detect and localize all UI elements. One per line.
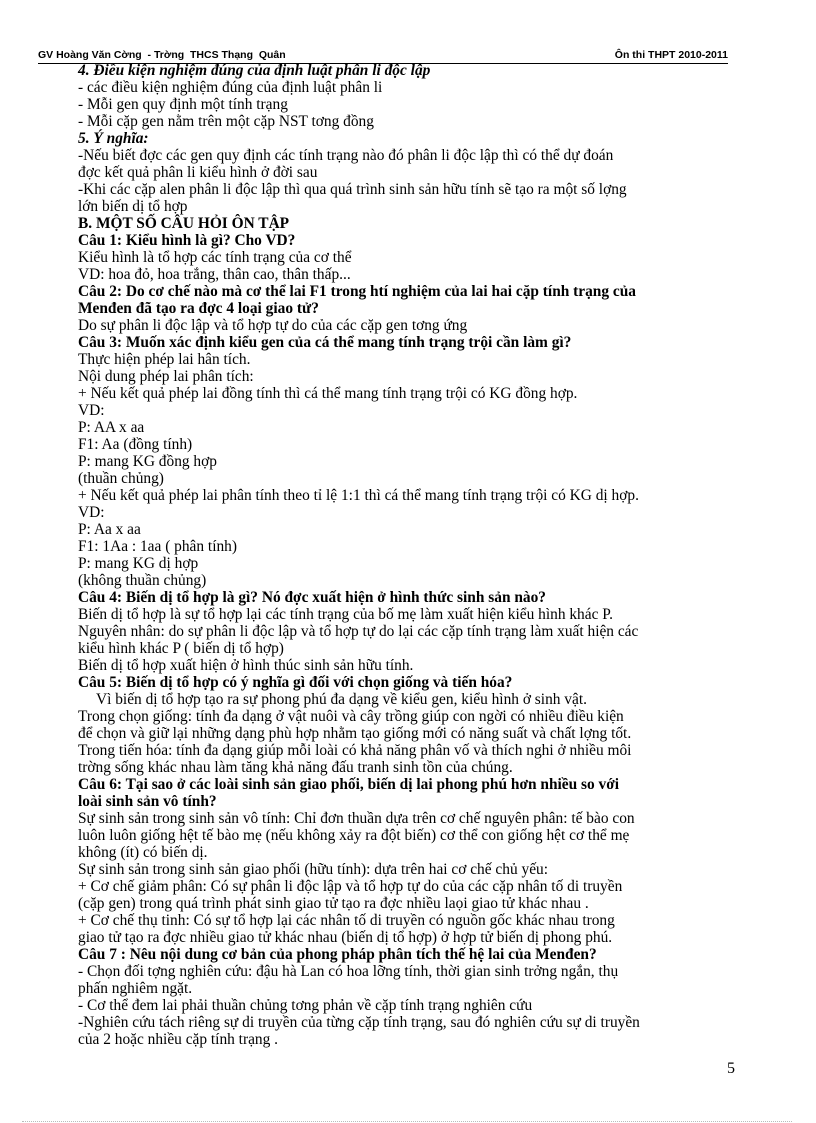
text-line: Sự sinh sản trong sinh sản giao phối (hữu tính): dựa trên hai cơ chế chủ yếu: bbox=[78, 861, 549, 878]
text-line: P: AA x aa bbox=[78, 419, 145, 436]
text-line: - Chọn đối tợng nghiên cứu: đậu hà Lan có hoa lỡng tính, thời gian sinh trởng ngắn, thụ bbox=[78, 963, 619, 980]
text-line: + Cơ chế giảm phân: Có sự phân li độc lập và tổ hợp tự do của các cặp nhân tố di truyền bbox=[78, 878, 623, 895]
text-line: phấn nghiêm ngặt. bbox=[78, 980, 193, 997]
header-author: GV Hoàng Văn Cờng - Trờng THCS Thạng Quân bbox=[38, 49, 286, 61]
text-line: Nội dung phép lai phân tích: bbox=[78, 368, 254, 385]
text-line: đợc kết quả phân li kiểu hình ở đời sau bbox=[78, 164, 318, 181]
heading-line: B. MỘT SỐ CÂU HỎI ÔN TẬP bbox=[78, 215, 290, 232]
heading-line: 5. Ý nghĩa: bbox=[78, 130, 149, 147]
text-line: luôn luôn giống hệt tế bào mẹ (nếu không xảy ra đột biến) cơ thể con giống hệt cơ thể mẹ bbox=[78, 827, 630, 844]
text-line: Trong tiến hóa: tính đa dạng giúp mỗi loài có khả năng phân vố và thích nghi ở nhiều môi bbox=[78, 742, 632, 759]
text-line: - các điều kiện nghiệm đúng của định luật phân li bbox=[78, 79, 383, 96]
text-line: Trong chọn giống: tính đa dạng ở vật nuôi và cây trồng giúp con ngời có nhiều điều kiện bbox=[78, 708, 624, 725]
text-line: - Mỗi cặp gen nằm trên một cặp NST tơng đồng bbox=[78, 113, 374, 130]
text-line: - Cơ thể đem lai phải thuần chủng tơng phản về cặp tính trạng nghiên cứu bbox=[78, 997, 533, 1014]
text-line: F1: Aa (đồng tính) bbox=[78, 436, 193, 453]
text-line: P: mang KG dị hợp bbox=[78, 555, 199, 572]
heading-line: Menđen đã tạo ra đợc 4 loại giao tử? bbox=[78, 300, 319, 317]
text-line: + Nếu kết quả phép lai phân tính theo tỉ lệ 1:1 thì cá thể mang tính trạng trội có KG dị hợp. bbox=[78, 487, 639, 504]
text-line: + Nếu kết quả phép lai đồng tính thì cá thể mang tính trạng trội có KG đồng hợp. bbox=[78, 385, 578, 402]
text-line: F1: 1Aa : 1aa ( phân tính) bbox=[78, 538, 238, 555]
text-line: Vì biến dị tổ hợp tạo ra sự phong phú đa dạng về kiểu gen, kiểu hình ở sinh vật. bbox=[96, 691, 587, 708]
document-body bbox=[78, 62, 778, 1048]
text-line: Biến dị tổ hợp xuất hiện ở hình thúc sinh sản hữu tính. bbox=[78, 657, 414, 674]
heading-line: Câu 7 : Nêu nội dung cơ bản của phong pháp phân tích thế hệ lai của Menđen? bbox=[78, 946, 597, 963]
heading-line: Câu 4: Biến dị tổ hợp là gì? Nó đợc xuất hiện ở hình thức sinh sản nào? bbox=[78, 589, 546, 606]
text-line: Sự sinh sản trong sinh sản vô tính: Chỉ đơn thuần dựa trên cơ chế nguyên phân: tế bào con bbox=[78, 810, 635, 827]
page-bottom-divider bbox=[22, 1121, 792, 1122]
text-line: Do sự phân li độc lập và tổ hợp tự do của các cặp gen tơng ứng bbox=[78, 317, 468, 334]
heading-line: Câu 2: Do cơ chế nào mà cơ thể lai F1 trong htí nghiệm của lai hai cặp tính trạng của bbox=[78, 283, 637, 300]
heading-line: loài sinh sản vô tính? bbox=[78, 793, 217, 810]
text-line: P: Aa x aa bbox=[78, 521, 141, 538]
heading-line: Câu 6: Tại sao ở các loài sinh sản giao phối, biến dị lai phong phú hơn nhiều so với bbox=[78, 776, 620, 793]
text-line: Nguyên nhân: do sự phân li độc lập và tổ hợp tự do lại các cặp tính trạng làm xuất hiện các bbox=[78, 623, 639, 640]
heading-line: 4. Điều kiện nghiệm đúng của định luật phân li độc lập bbox=[78, 62, 431, 79]
text-line: VD: bbox=[78, 402, 105, 419]
text-line: Kiểu hình là tổ hợp các tính trạng của cơ thể bbox=[78, 249, 352, 266]
text-line: giao tử tạo ra đợc nhiều giao tử khác nhau (biến dị tổ hợp) ở hợp tử biến dị phong phú. bbox=[78, 929, 613, 946]
text-line: Thực hiện phép lai hân tích. bbox=[78, 351, 251, 368]
text-line: -Nếu biết đợc các gen quy định các tính trạng nào đó phân li độc lập thì có thể dự đoán bbox=[78, 147, 614, 164]
text-line: lớn biến dị tổ hợp bbox=[78, 198, 188, 215]
text-line: kiểu hình khác P ( biến dị tổ hợp) bbox=[78, 640, 284, 657]
text-line: P: mang KG đồng hợp bbox=[78, 453, 217, 470]
text-line: Biến dị tổ hợp là sự tổ hợp lại các tính trạng của bố mẹ làm xuất hiện kiểu hình khác P. bbox=[78, 606, 613, 623]
page-number: 5 bbox=[727, 1060, 735, 1077]
text-line: VD: bbox=[78, 504, 105, 521]
text-line: để chọn và giữ lại những dạng phù hợp nhằm tạo giống mới có năng suất và chất lợng tốt. bbox=[78, 725, 632, 742]
text-line: - Mỗi gen quy định một tính trạng bbox=[78, 96, 288, 113]
heading-line: Câu 1: Kiểu hình là gì? Cho VD? bbox=[78, 232, 296, 249]
heading-line: Câu 5: Biến dị tổ hợp có ý nghĩa gì đối với chọn giống và tiến hóa? bbox=[78, 674, 513, 691]
text-line: không (ít) có biến dị. bbox=[78, 844, 208, 861]
text-line: trờng sống khác nhau làm tăng khả năng đấu tranh sinh tồn của chúng. bbox=[78, 759, 513, 776]
text-line: (cặp gen) trong quá trình phát sinh giao tử tạo ra đợc nhiều laọi giao tử khác nhau . bbox=[78, 895, 589, 912]
header-course: Ôn thi THPT 2010-2011 bbox=[614, 49, 728, 61]
text-line: của 2 hoặc nhiều cặp tính trạng . bbox=[78, 1031, 279, 1048]
text-line: VD: hoa đỏ, hoa trắng, thân cao, thân thấp... bbox=[78, 266, 351, 283]
text-line: (thuần chủng) bbox=[78, 470, 164, 487]
text-line: -Khi các cặp alen phân li độc lập thì qua quá trình sinh sản hữu tính sẽ tạo ra một số lợng bbox=[78, 181, 627, 198]
heading-line: Câu 3: Muốn xác định kiểu gen của cá thể mang tính trạng trội cần làm gì? bbox=[78, 334, 572, 351]
text-line: (không thuần chủng) bbox=[78, 572, 207, 589]
text-line: + Cơ chế thụ tinh: Có sự tổ hợp lại các nhân tố di truyền có nguồn gốc khác nhau trong bbox=[78, 912, 615, 929]
text-line: -Nghiên cứu tách riêng sự di truyền của từng cặp tính trạng, sau đó nghiên cứu sự di truyền bbox=[78, 1014, 640, 1031]
